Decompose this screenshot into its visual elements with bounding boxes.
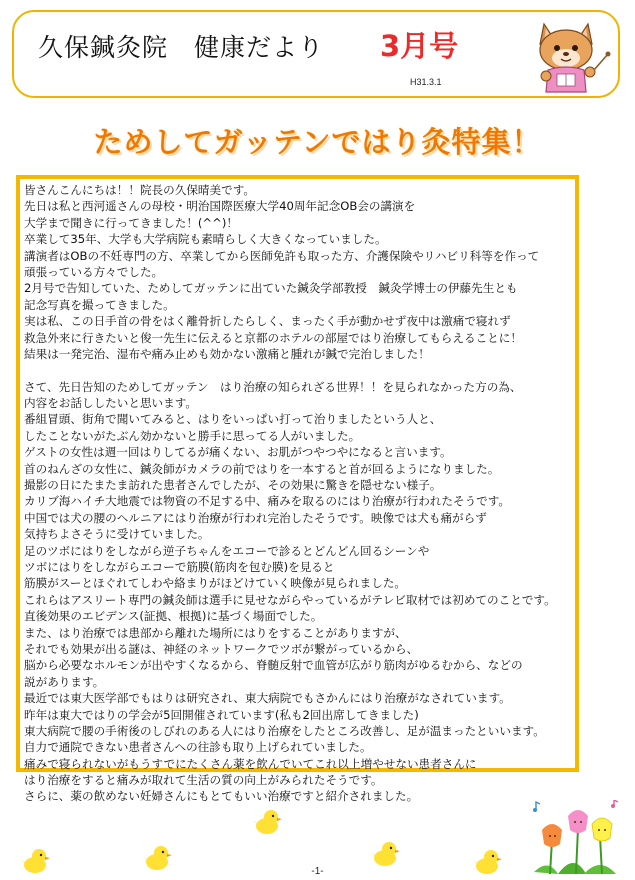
article-line: 番組冒頭、街角で聞いてみると、はりをいっぱい打って治りましたという人と、: [24, 412, 442, 427]
article-line: 救急外来に行きたいと俊一先生に伝えると京都のホテルの部屋ではり治療してもらえることに！: [24, 330, 522, 345]
page-number: -1-: [311, 866, 324, 877]
article-line: それでも効果が出る謎は、神経のネットワークでツボが繋がっているから、: [24, 641, 419, 656]
article-line: 大学まで聞きに行ってきました！(^^)！: [24, 215, 238, 230]
issue-label: 3月号: [380, 29, 459, 63]
article-line: 頑張っている方々でした。: [24, 264, 164, 279]
clinic-title: 久保鍼灸院 健康だより: [38, 33, 325, 62]
article-line: また、はり治療では患部から離れた場所にはりをすることがありますが、: [24, 625, 407, 640]
article-line: 昨年は東大ではりの学会が5回開催されています(私も2回出席してきました): [24, 707, 419, 722]
article-line: 気持ちよさそうに受けていました。: [24, 527, 210, 542]
article-line: 筋膜がスーとほぐれてしわや絡まりがほどけていく映像が見られました。: [24, 576, 407, 591]
article-line: 痛みで寝られないがもうすでにたくさん薬を飲んでいてこれ以上増やせない患者さんに: [24, 756, 477, 771]
issue-date: H31.3.1: [410, 77, 442, 87]
tulip-flowers-icon: [528, 800, 626, 876]
article-line: 足のツボにはりをしながら逆子ちゃんをエコーで診るとどんどん回るシーンや: [24, 543, 430, 558]
article-line: 自力で通院できない患者さんへの往診も取り上げられていました。: [24, 740, 372, 755]
article-line: はり治療をすると痛みが取れて生活の質の向上がみられたそうです。: [24, 773, 383, 788]
article-line: さて、先日告知のためしてガッテン はり治療の知られざる世界！！を見られなかった方の為、: [24, 379, 522, 394]
article-line: 先日は私と西河遥さんの母校・明治国際医療大学40周年記念OB会の講演を: [24, 199, 416, 214]
article-line: 東大病院で腰の手術後のしびれのある人にはり治療をしたところ改善し、足が温まったといいます。: [24, 723, 545, 738]
article-line: 講演者はOBの不妊専門の方、卒業してから医師免許も取った方、介護保険やリハビリ科等を作って: [24, 248, 540, 263]
article-line: ゲストの女性は週一回はりしてるが痛くない、お肌がつやつやになると言います。: [24, 445, 452, 460]
cat-mascot-icon: [526, 14, 616, 96]
article-line: 内容をお話ししたいと思います。: [24, 396, 197, 411]
chick-icon: [368, 838, 402, 868]
article-line: したことないがたぶん効かないと勝手に思ってる人がいました。: [24, 428, 361, 443]
article-line: 2月号で告知していた、ためしてガッテンに出ていた鍼灸学部教授 鍼灸学博士の伊藤先生とも: [24, 281, 518, 296]
feature-title: ためしてガッテンではり灸特集！: [93, 125, 542, 159]
article-line: ツボにはりをしながらエコーで筋膜(筋肉を包む膜)を見ると: [24, 559, 335, 574]
article-line: カリブ海ハイチ大地震では物資の不足する中、痛みを取るのにはり治療が行われたそうです。: [24, 494, 511, 509]
article-line: 直後効果のエビデンス(証拠、根拠)に基づく場面でした。: [24, 609, 323, 624]
article-line: さらに、薬の飲めない妊婦さんにもとてもいい治療ですと紹介されました。: [24, 789, 419, 804]
article-blank-line: [24, 362, 572, 378]
article-line: 撮影の日にたまたま訪れた患者さんでしたが、その効果に驚きを隠せない様子。: [24, 478, 442, 493]
article-line: 説があります。: [24, 674, 105, 689]
article-line: 結果は一発完治、湿布や痛み止めも効かない激痛と腫れが鍼で完治しました！: [24, 346, 430, 361]
article-line: 中国では犬の腰のヘルニアにはり治療が行われ完治したそうです。映像では犬も痛がらず: [24, 510, 487, 525]
chick-icon: [250, 806, 284, 836]
article-line: 皆さんこんにちは！！院長の久保晴美です。: [24, 183, 255, 197]
article-line: 最近では東大医学部でもはりは研究され、東大病院でもさかんにはり治療がなされています。: [24, 691, 511, 706]
article-line: 首のねんざの女性に、鍼灸師がカメラの前ではりを一本すると首が回るようになりました。: [24, 461, 500, 476]
article-text: [24, 182, 572, 805]
article-line: 脳から必要なホルモンが出やすくなるから、脊髄反射で血管が広がり筋肉がゆるむから、などの: [24, 658, 523, 673]
article-line: これらはアスリート専門の鍼灸師は選手に見せながらやっているがテレビ取材では初めてのことです。: [24, 592, 556, 607]
article-line: 記念写真を撮ってきました。: [24, 297, 175, 312]
article-line: 実は私、この日手首の骨をはく離骨折したらしく、まったく手が動かせず夜中は激痛で寝れず: [24, 314, 511, 329]
article-line: 卒業して35年、大学も大学病院も素晴らしく大きくなっていました。: [24, 232, 387, 247]
